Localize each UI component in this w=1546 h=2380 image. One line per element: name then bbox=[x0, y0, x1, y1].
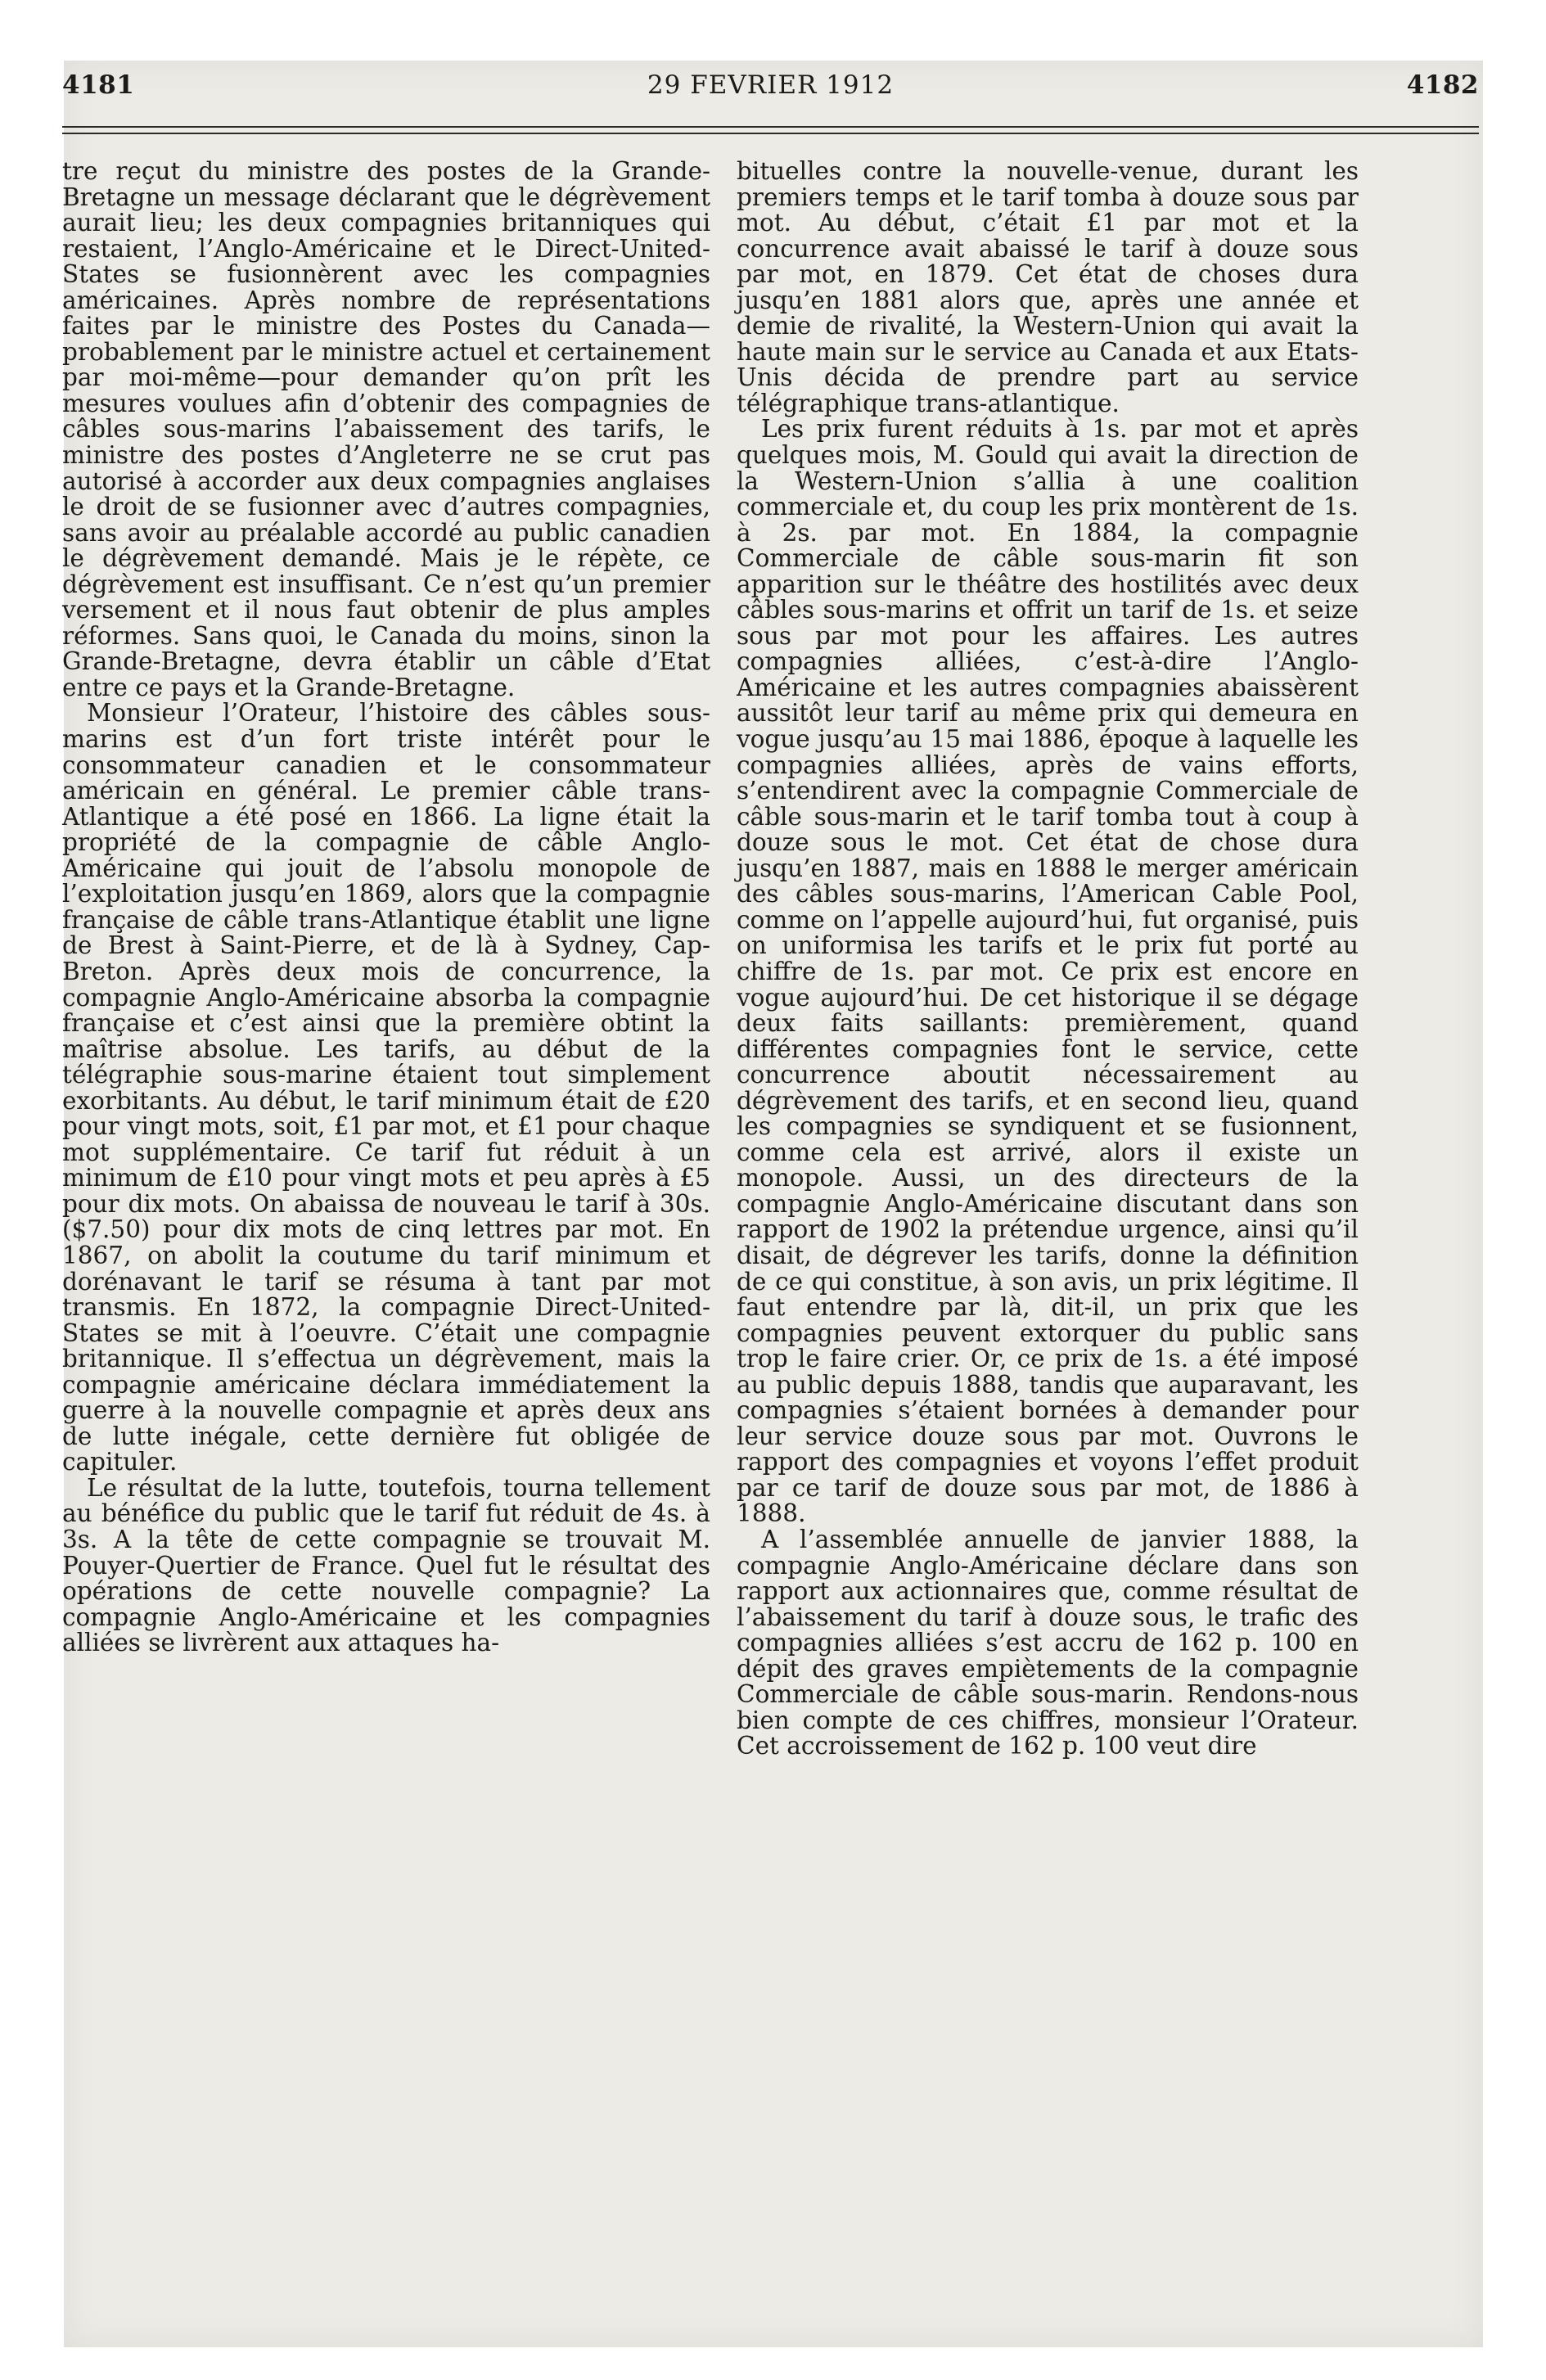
right-column bbox=[737, 159, 1359, 1760]
paragraph: A l’assemblée annuelle de janvier 1888, la compagnie Anglo-Américaine déclare dans son rapport aux actionnaires que, comme résultat de l’abaissement du tarif à douze sous, le trafic des compagnies alliées s’est accru de 162 p. 100 en dépit des graves empiètements de la compagnie Commerciale de câble sous-marin. Rendons-nous bien compte de ces chiffres, monsieur l’Orateur. Cet accroissement de 162 p. 100 veut dire bbox=[737, 1525, 1359, 1760]
left-column bbox=[62, 159, 710, 1657]
page-date: 29 FEVRIER 1912 bbox=[647, 70, 895, 100]
page-header bbox=[62, 70, 1479, 111]
paragraph: Les prix furent réduits à 1s. par mot et après quelques mois, M. Gould qui avait la direction de la Western-Union s’allia à une coalition commerciale et, du coup les prix montèrent de 1s. à 2s. par mot. En 1884, la compagnie Commerciale de câble sous-marin fit son apparition sur le théâtre des hostilités avec deux câbles sous-marins et offrit un tarif de 1s. et seize sous par mot pour les affaires. Les autres compagnies alliées, c’est-à-dire l’Anglo-Américaine et les autres compagnies abaissèrent aussitôt leur tarif au même prix qui demeura en vogue jusqu’au 15 mai 1886, époque à laquelle les compagnies alliées, après de vains efforts, s’entendirent avec la compagnie Commerciale de câble sous-marin et le tarif tomba tout à coup à douze sous le mot. Cet état de chose dura jusqu’en 1887, mais en 1888 le merger américain des câbles sous-marins, l’American Cable Pool, comme on l’appelle aujourd’hui, fut organisé, puis on uniformisa les tarifs et le prix fut porté au chiffre de 1s. par mot. Ce prix est encore en vogue aujourd’hui. De cet historique il se dégage deux faits saillants: premièrement, quand différentes compagnies font le service, cette concurrence aboutit nécessairement au dégrèvement des tarifs, et en second lieu, quand les compagnies se syndiquent et se fusionnent, comme cela est arrivé, alors il existe un monopole. Aussi, un des directeurs de la compagnie Anglo-Américaine discutant dans son rapport de 1902 la prétendue urgence, ainsi qu’il disait, de dégrever les tarifs, donne la définition de ce qui constitue, à son avis, un prix légitime. Il faut entendre par là, dit-il, un prix que les compagnies peuvent extorquer du public sans trop le faire crier. Or, ce prix de 1s. a été imposé au public depuis 1888, tandis que auparavant, les compagnies s’étaient bornées à demander pour leur service douze sous par mot. Ouvrons le rapport des compagnies et voyons l’effet produit par ce tarif de douze sous par mot, de 1886 à 1888. bbox=[737, 415, 1359, 1528]
paragraph: tre reçut du ministre des postes de la Grande-Bretagne un message déclarant que le dégrèvement aurait lieu; les deux compagnies britanniques qui restaient, l’Anglo-Américaine et le Direct-United-States se fusionnèrent avec les compagnies américaines. Après nombre de représentations faites par le ministre des Postes du Canada—probablement par le ministre actuel et certainement par moi-même—pour demander qu’on prît les mesures voulues afin d’obtenir des compagnies de câbles sous-marins l’abaissement des tarifs, le ministre des postes d’Angleterre ne se crut pas autorisé à accorder aux deux compagnies anglaises le droit de se fusionner avec d’autres compagnies, sans avoir au préalable accordé au public canadien le dégrèvement demandé. Mais je le répète, ce dégrèvement est insuffisant. Ce n’est qu’un premier versement et il nous faut obtenir de plus amples réformes. Sans quoi, le Canada du moins, sinon la Grande-Bretagne, devra établir un câble d’Etat entre ce pays et la Grande-Bretagne. bbox=[62, 157, 710, 701]
page-number-right: 4182 bbox=[1406, 70, 1479, 100]
header-rule bbox=[62, 126, 1479, 134]
paragraph: Le résultat de la lutte, toutefois, tourna tellement au bénéfice du public que le tarif fut réduit de 4s. à 3s. A la tête de cette compagnie se trouvait M. Pouyer-Quertier de France. Quel fut le résultat des opérations de cette nouvelle compagnie? La compagnie Anglo-Américaine et les compagnies alliées se livrèrent aux attaques ha- bbox=[62, 1473, 710, 1657]
page-number-left: 4181 bbox=[62, 70, 135, 100]
paragraph: Monsieur l’Orateur, l’histoire des câbles sous-marins est d’un fort triste intérêt pour le consommateur canadien et le consommateur américain en général. Le premier câble trans-Atlantique a été posé en 1866. La ligne était la propriété de la compagnie de câble Anglo-Américaine qui jouit de l’absolu monopole de l’exploitation jusqu’en 1869, alors que la compagnie française de câble trans-Atlantique établit une ligne de Brest à Saint-Pierre, et de là à Sydney, Cap-Breton. Après deux mois de concurrence, la compagnie Anglo-Américaine absorba la compagnie française et c’est ainsi que la première obtint la maîtrise absolue. Les tarifs, au début de la télégraphie sous-marine étaient tout simplement exorbitants. Au début, le tarif minimum était de £20 pour vingt mots, soit, £1 par mot, et £1 pour chaque mot supplémentaire. Ce tarif fut réduit à un minimum de £10 pour vingt mots et peu après à £5 pour dix mots. On abaissa de nouveau le tarif à 30s. ($7.50) pour dix mots de cinq lettres par mot. En 1867, on abolit la coutume du tarif minimum et dorénavant le tarif se résuma à tant par mot transmis. En 1872, la compagnie Direct-United-States se mit à l’oeuvre. C’était une compagnie britannique. Il s’effectua un dégrèvement, mais la compagnie américaine déclara immédiatement la guerre à la nouvelle compagnie et après deux ans de lutte inégale, cette dernière fut obligée de capituler. bbox=[62, 699, 710, 1476]
paragraph: bituelles contre la nouvelle-venue, durant les premiers temps et le tarif tomba à douze sous par mot. Au début, c’était £1 par mot et la concurrence avait abaissé le tarif à douze sous par mot, en 1879. Cet état de choses dura jusqu’en 1881 alors que, après une année et demie de rivalité, la Western-Union qui avait la haute main sur le service au Canada et aux Etats-Unis décida de prendre part au service télégraphique trans-atlantique. bbox=[737, 157, 1359, 417]
